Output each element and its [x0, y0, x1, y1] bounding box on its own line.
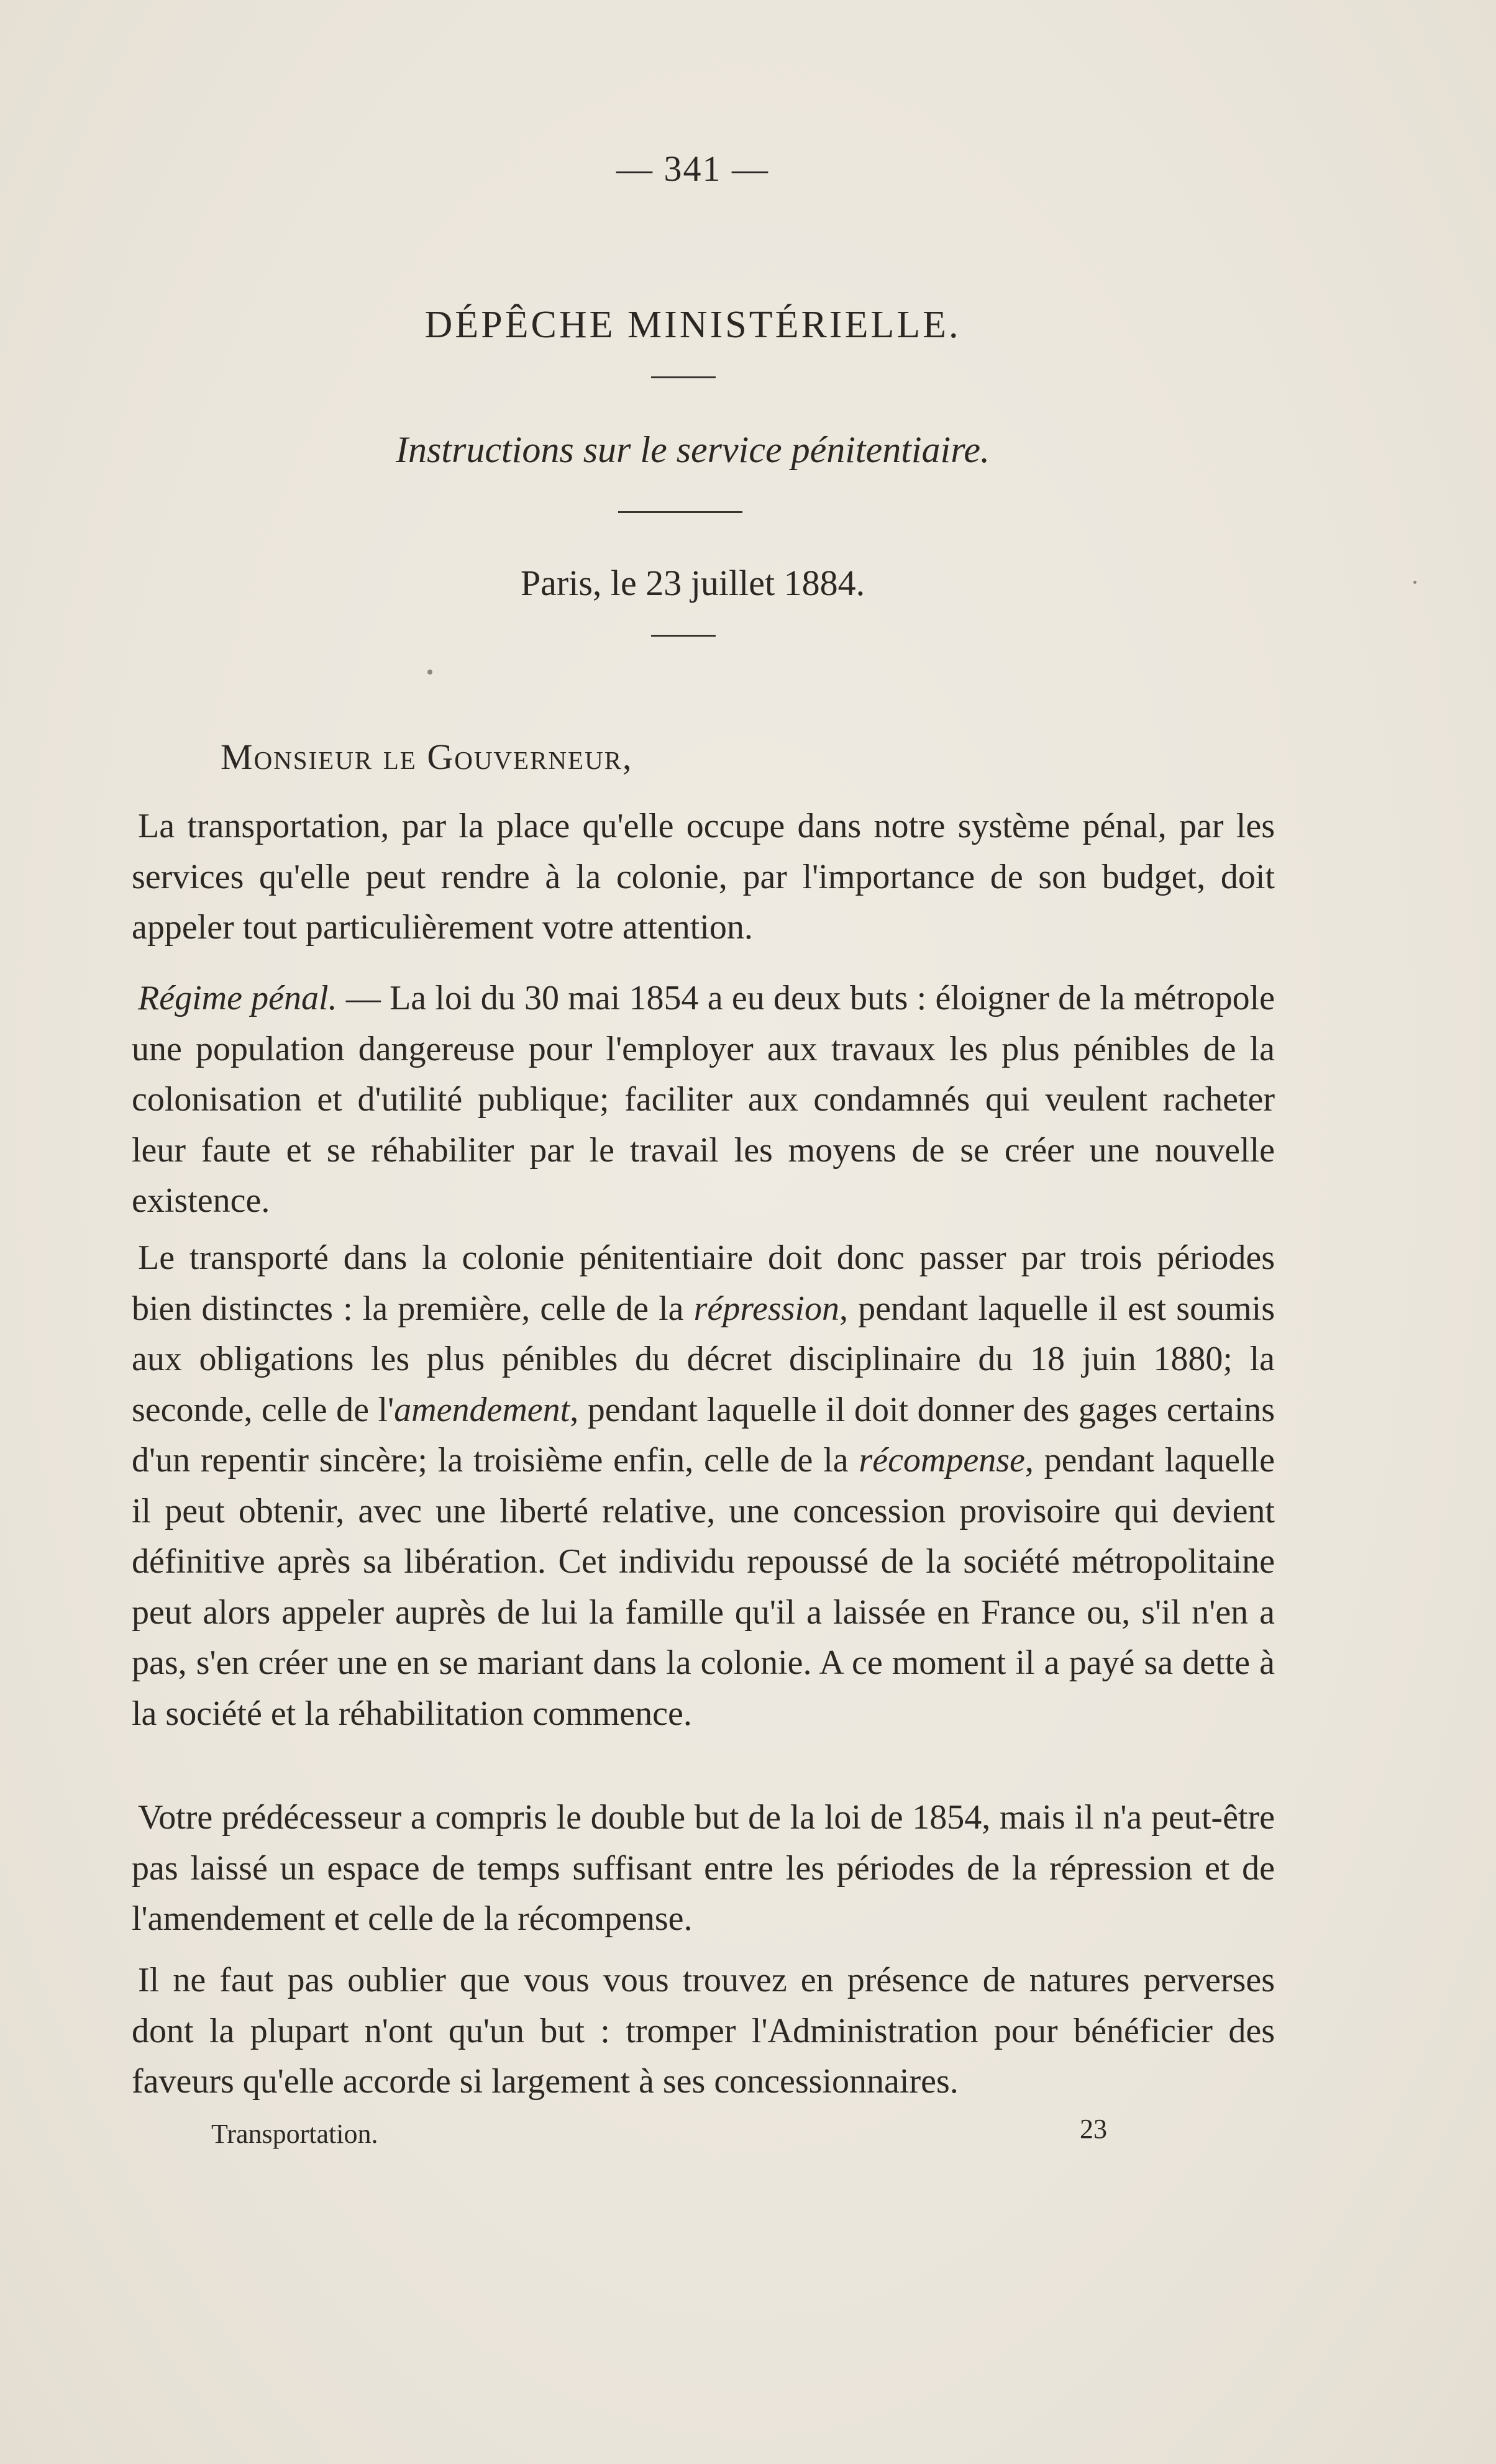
- periods-text-2: , pendant laquelle il est soumis aux obligations les plus pénibles du décret disciplinaire du 18 juin 1880; la seconde, celle de l': [132, 1289, 1275, 1429]
- document-subtitle: Instructions sur le service pénitentiaire.: [396, 429, 990, 470]
- footer-sheet-number: 23: [1080, 2114, 1107, 2144]
- paragraph-regime-penal-text: — La loi du 30 mai 1854 a eu deux buts : éloigner de la métropole une population dangereuse pour l'employer aux travaux les plus pénibles de la colonisation et d'utilité publique; faciliter aux condamnés qui veulent racheter leur faute et se réhabiliter par le travail les moyens de se créer une nouvelle existence.: [132, 979, 1275, 1220]
- paragraph-predecessor: Votre prédécesseur a compris le double but de la loi de 1854, mais il n'a peut-être pas laissé un espace de temps suffisant entre les périodes de la répression et de l'amendement et celle de la récompense.: [132, 1798, 1275, 1938]
- footer-signature-mark: Transportation.: [211, 2119, 378, 2149]
- paper-speck: [427, 670, 432, 675]
- periods-text-1: Le transporté dans la colonie pénitentiaire doit donc passer par trois périodes bien distinctes : la première, celle de la: [132, 1239, 1275, 1328]
- page-number: — 341 —: [616, 148, 769, 189]
- paragraph-intro: La transportation, par la place qu'elle occupe dans notre système pénal, par les services qu'elle peut rendre à la colonie, par l'importance de son budget, doit appeler tout particulièrement votre attention.: [132, 807, 1275, 947]
- paragraph-perverse-natures: Il ne faut pas oublier que vous vous trouvez en présence de natures perverses dont la plupart n'ont qu'un but : tromper l'Administration pour bénéficier des faveurs qu'elle accorde si largement à ses concessionnaires.: [132, 1961, 1275, 2101]
- periods-text-3: , pendant laquelle il doit donner des gages certains d'un repentir sincère; la troisième enfin, celle de la: [132, 1390, 1275, 1480]
- document-title: DÉPÊCHE MINISTÉRIELLE.: [424, 304, 961, 346]
- paper-speck: [1413, 581, 1416, 584]
- section-heading-regime-penal: Régime pénal.: [138, 979, 337, 1017]
- dateline: Paris, le 23 juillet 1884.: [520, 563, 865, 603]
- paragraph-periods: [132, 1233, 1275, 1739]
- salutation: Monsieur le Gouverneur,: [221, 737, 633, 777]
- term-recompense: récompense: [859, 1441, 1025, 1480]
- dateline-rule: [651, 635, 716, 637]
- term-amendement: amendement: [394, 1390, 570, 1429]
- subtitle-rule: [618, 511, 742, 513]
- title-rule: [651, 376, 716, 378]
- paragraph-regime-penal: [132, 973, 1275, 1227]
- periods-text-4: , pendant laquelle il peut obtenir, avec une liberté relative, une concession provisoire qui devient définitive après sa libération. Cet individu repoussé de la société métropolitaine peut alors appeler auprès de lui la famille qu'il a laissée en France ou, s'il n'en a pas, s'en créer une en se mariant dans la colonie. A ce moment il a payé sa dette à la société et la réhabilitation commence.: [132, 1441, 1275, 1733]
- term-repression: répression: [693, 1289, 839, 1328]
